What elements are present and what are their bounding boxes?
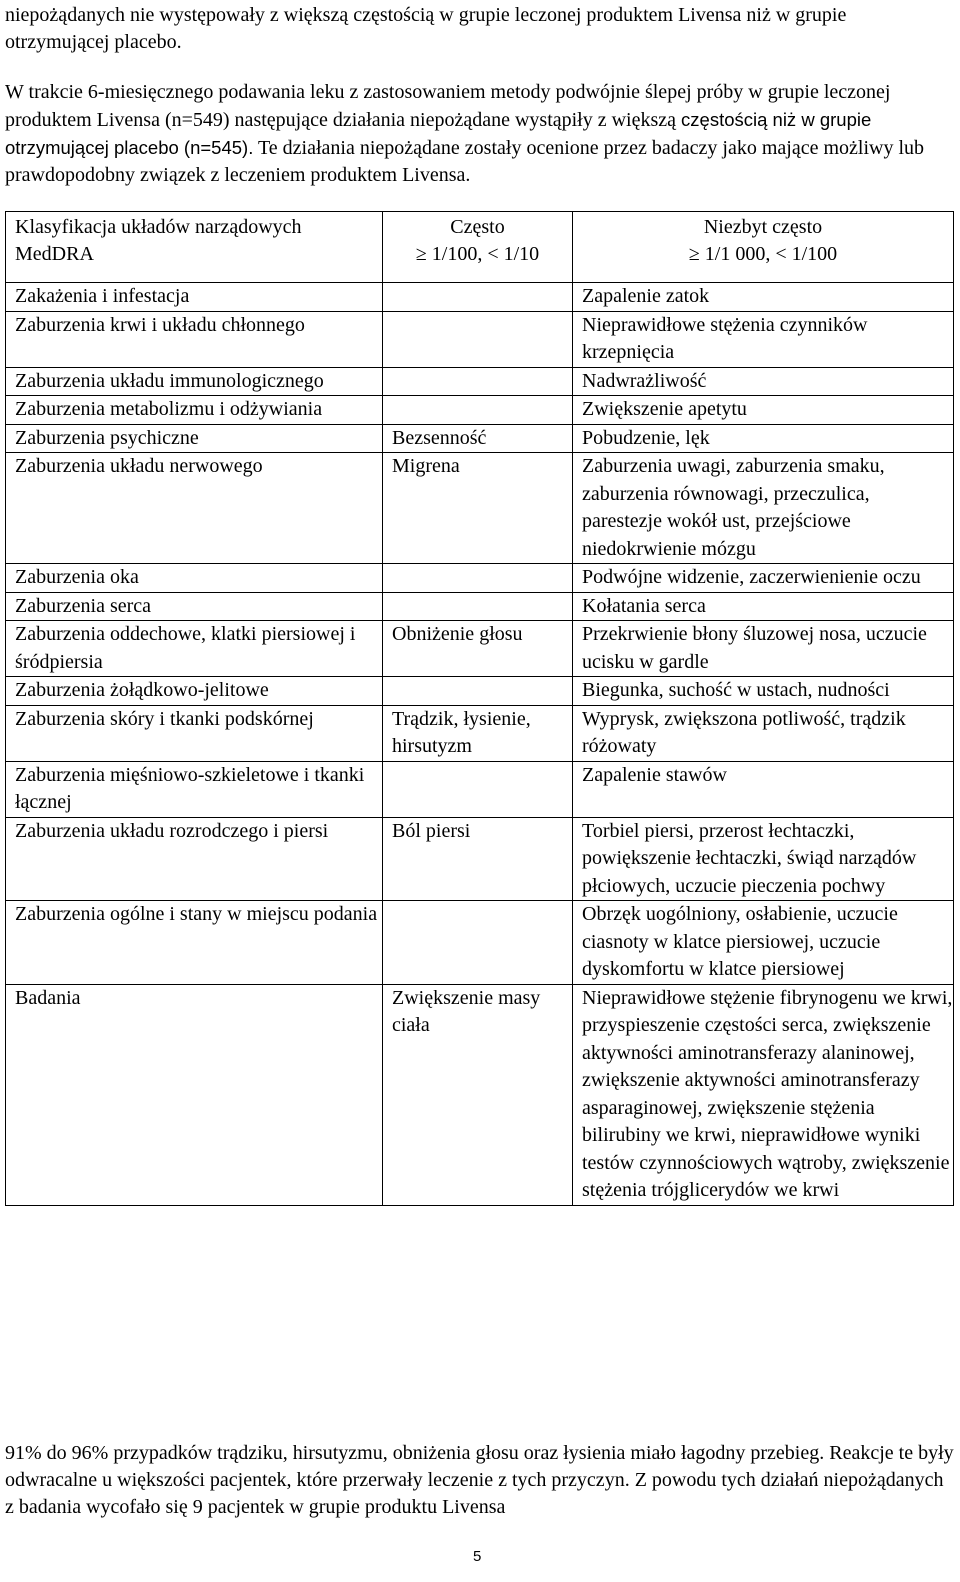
cell-soc: Zakażenia i infestacja (6, 283, 383, 312)
cell-soc: Zaburzenia oka (6, 564, 383, 593)
cell-uncommon: Zapalenie zatok (573, 283, 954, 312)
cell-uncommon: Biegunka, suchość w ustach, nudności (573, 677, 954, 706)
cell-uncommon: Nieprawidłowe stężenie fibrynogenu we krwi, przyspieszenie częstości serca, zwiększenie aktywności aminotransferazy alaninowej, zwiększenie aktywności aminotransferazy asparaginowej, zwiększenie stężenia bilirubiny we krwi, nieprawidłowe wyniki testów czynnościowych wątroby, zwiększenie stężenia trójglicerydów we krwi (573, 984, 954, 1205)
header-common-range: ≥ 1/100, < 1/10 (415, 243, 540, 265)
intro-text-part-2: częstością niż w grupie otrzymującej placebo (n=545). (5, 109, 872, 158)
table-row (6, 677, 954, 706)
cell-soc: Zaburzenia metabolizmu i odżywiania (6, 396, 383, 425)
header-uncommon (573, 212, 954, 283)
cell-common (383, 761, 573, 817)
table-row (6, 817, 954, 901)
cell-soc: Zaburzenia skóry i tkanki podskórnej (6, 705, 383, 761)
cell-uncommon: Kołatania serca (573, 592, 954, 621)
cell-uncommon: Zapalenie stawów (573, 761, 954, 817)
cell-common (383, 311, 573, 367)
cell-common: Zwiększenie masy ciała (383, 984, 573, 1205)
cell-common: Obniżenie głosu (383, 621, 573, 677)
cell-uncommon: Torbiel piersi, przerost łechtaczki, powiększenie łechtaczki, świąd narządów płciowych, uczucie pieczenia pochwy (573, 817, 954, 901)
cell-soc: Zaburzenia oddechowe, klatki piersiowej i śródpiersia (6, 621, 383, 677)
cell-uncommon: Zwiększenie apetytu (573, 396, 954, 425)
table-row (6, 984, 954, 1205)
cell-uncommon: Nieprawidłowe stężenia czynników krzepnięcia (573, 311, 954, 367)
header-common-label: Często (450, 216, 505, 238)
cell-uncommon: Nadwrażliwość (573, 367, 954, 396)
cell-soc: Zaburzenia psychiczne (6, 424, 383, 453)
table-row (6, 564, 954, 593)
paragraph-continuation: niepożądanych nie występowały z większą częstością w grupie leczonej produktem Livensa niż w grupie otrzymującej placebo. (5, 4, 847, 53)
intro-text-part-3: Te działania niepożądane zostały ocenione przez badaczy jako mające możliwy lub prawdopodobny związek z leczeniem produktem Livensa. (5, 137, 925, 186)
cell-uncommon: Pobudzenie, lęk (573, 424, 954, 453)
cell-common (383, 592, 573, 621)
cell-common (383, 367, 573, 396)
cell-soc: Zaburzenia żołądkowo-jelitowe (6, 677, 383, 706)
paragraph-summary: 91% do 96% przypadków trądziku, hirsutyzmu, obniżenia głosu oraz łysienia miało łagodny przebieg. Reakcje te były odwracalne u większości pacjentek, które przerwały leczenie z tych przyczyn. Z powodu tych działań niepożądanych z badania wycofało się 9 pacjentek w grupie produktu Livensa (5, 1442, 954, 1518)
header-common (383, 212, 573, 283)
cell-soc: Zaburzenia mięśniowo-szkieletowe i tkanki łącznej (6, 761, 383, 817)
header-uncommon-label: Niezbyt często (703, 216, 823, 238)
cell-common: Trądzik, łysienie, hirsutyzm (383, 705, 573, 761)
table-row (6, 705, 954, 761)
table-row (6, 453, 954, 564)
cell-soc: Badania (6, 984, 383, 1205)
table-row (6, 424, 954, 453)
cell-common: Migrena (383, 453, 573, 564)
cell-soc: Zaburzenia krwi i układu chłonnego (6, 311, 383, 367)
cell-common (383, 564, 573, 593)
header-uncommon-range: ≥ 1/1 000, < 1/100 (688, 243, 838, 265)
table-row (6, 901, 954, 985)
table-row (6, 592, 954, 621)
cell-uncommon: Przekrwienie błony śluzowej nosa, uczucie ucisku w gardle (573, 621, 954, 677)
cell-common (383, 396, 573, 425)
table-row (6, 283, 954, 312)
cell-common: Bezsenność (383, 424, 573, 453)
paragraph-intro (5, 79, 955, 189)
cell-uncommon: Zaburzenia uwagi, zaburzenia smaku, zaburzenia równowagi, przeczulica, parestezje wokół ust, przejściowe niedokrwienie mózgu (573, 453, 954, 564)
cell-common (383, 283, 573, 312)
cell-uncommon: Podwójne widzenie, zaczerwienienie oczu (573, 564, 954, 593)
cell-soc: Zaburzenia układu immunologicznego (6, 367, 383, 396)
header-soc: Klasyfikacja układów narządowych MedDRA (6, 212, 383, 283)
page-number: 5 (473, 1548, 482, 1565)
cell-uncommon: Wyprysk, zwiększona potliwość, trądzik różowaty (573, 705, 954, 761)
table-row (6, 396, 954, 425)
cell-common: Ból piersi (383, 817, 573, 901)
intro-text-part-1: W trakcie 6-miesięcznego podawania leku z zastosowaniem metody podwójnie ślepej próby w grupie leczonej produktem Livensa (n=549) następujące działania niepożądane wystąpiły z większą (5, 81, 891, 131)
adverse-reactions-table (5, 211, 954, 1206)
table-row (6, 761, 954, 817)
table-header-row (6, 212, 954, 283)
cell-uncommon: Obrzęk uogólniony, osłabienie, uczucie ciasnoty w klatce piersiowej, uczucie dyskomfortu w klatce piersiowej (573, 901, 954, 985)
table-row (6, 367, 954, 396)
cell-soc: Zaburzenia układu rozrodczego i piersi (6, 817, 383, 901)
cell-common (383, 677, 573, 706)
table-row (6, 311, 954, 367)
table-row (6, 621, 954, 677)
cell-common (383, 901, 573, 985)
cell-soc: Zaburzenia układu nerwowego (6, 453, 383, 564)
cell-soc: Zaburzenia serca (6, 592, 383, 621)
cell-soc: Zaburzenia ogólne i stany w miejscu podania (6, 901, 383, 985)
